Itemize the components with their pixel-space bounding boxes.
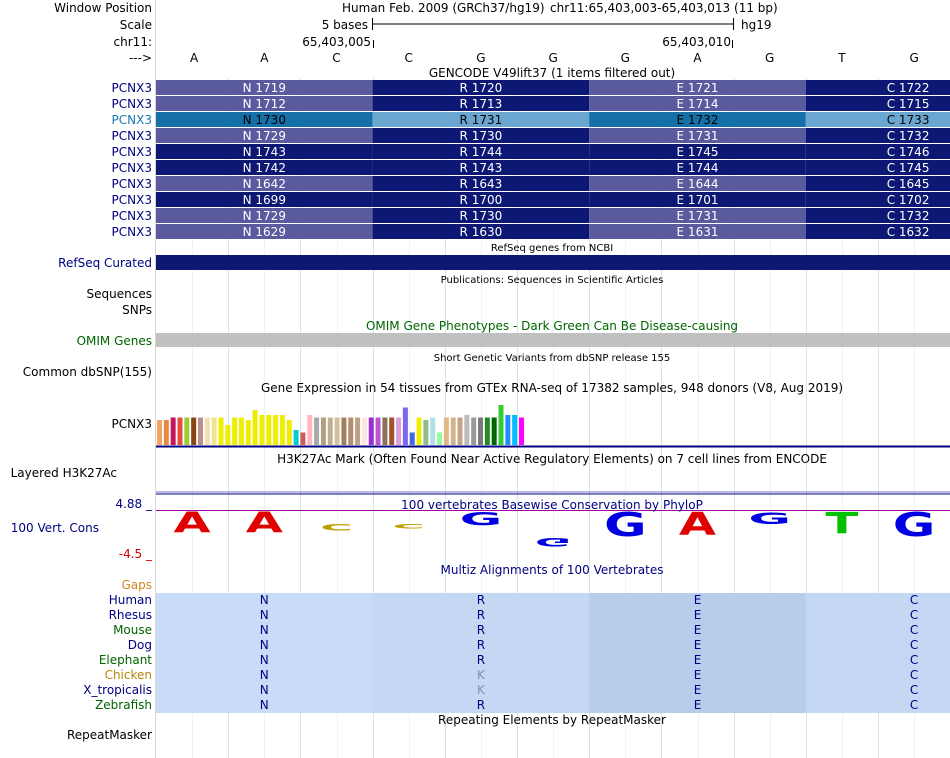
base-letter: G: [476, 51, 486, 65]
gencode-row-label[interactable]: PCNX3: [111, 97, 152, 111]
gencode-codon-label: R 1700: [459, 193, 503, 207]
multiz-amino-acid: C: [909, 653, 919, 667]
phylop-min-label: -4.5 _: [118, 547, 152, 561]
gencode-codon-label: E 1745: [676, 145, 719, 159]
multiz-amino-acid: N: [259, 608, 269, 622]
multiz-amino-acid: E: [693, 608, 702, 622]
sequences-label[interactable]: Sequences: [86, 287, 152, 301]
multiz-amino-acid: N: [259, 668, 269, 682]
gtex-tissue-bar[interactable]: [232, 418, 237, 446]
gtex-title[interactable]: Gene Expression in 54 tissues from GTEx RNA-seq of 17382 samples, 948 donors (V8, Aug 2019): [260, 381, 844, 395]
phylop-base-a: [174, 507, 212, 540]
multiz-amino-acid: R: [476, 638, 486, 652]
phylop-letter-negative: G: [535, 535, 572, 549]
gencode-codon-label: E 1701: [676, 193, 719, 207]
phylop-base-g: [604, 506, 647, 544]
base-letter: G: [909, 51, 919, 65]
multiz-amino-acid: E: [693, 683, 702, 697]
gencode-codon-label: C 1722: [886, 81, 930, 95]
dbsnp-label[interactable]: Common dbSNP(155): [22, 365, 152, 379]
gtex-tissue-bar[interactable]: [164, 420, 169, 445]
multiz-species-label[interactable]: X_tropicalis: [83, 683, 152, 697]
gtex-tissue-bar[interactable]: [307, 415, 312, 445]
gtex-tissue-bar[interactable]: [321, 418, 326, 446]
multiz-species-label[interactable]: Mouse: [113, 623, 152, 637]
phylop-base-c: [320, 522, 352, 532]
phylop-letter: A: [173, 506, 211, 540]
multiz-amino-acid: C: [909, 698, 919, 712]
multiz-amino-acid: R: [476, 593, 486, 607]
gencode-codon-label: E 1732: [676, 113, 719, 127]
gtex-tissue-bar[interactable]: [341, 418, 346, 446]
coord-left: 65,403,005: [302, 35, 371, 49]
refseq-label[interactable]: RefSeq Curated: [58, 256, 152, 270]
gencode-codon-label: C 1745: [886, 161, 930, 175]
gtex-tissue-bar[interactable]: [287, 420, 292, 445]
gencode-codon-label: R 1730: [459, 209, 503, 223]
gencode-codon-label: R 1630: [459, 225, 503, 239]
multiz-amino-acid: C: [909, 623, 919, 637]
multiz-amino-acid: R: [476, 653, 486, 667]
phylop-max-label: 4.88 _: [115, 497, 152, 511]
gtex-tissue-bar[interactable]: [458, 418, 463, 446]
multiz-amino-acid: E: [693, 668, 702, 682]
snps-label[interactable]: SNPs: [122, 303, 152, 317]
multiz-amino-acid: C: [909, 668, 919, 682]
phylop-letter: T: [825, 506, 859, 542]
gencode-codon-label: C 1645: [886, 177, 930, 191]
gencode-codon-label: R 1744: [459, 145, 503, 159]
refseq-bar[interactable]: [156, 255, 950, 270]
gtex-track[interactable]: [157, 405, 524, 445]
gencode-row-label[interactable]: PCNX3: [111, 225, 152, 239]
gencode-codon-label: R 1713: [459, 97, 503, 111]
gencode-codon-label: C 1746: [886, 145, 930, 159]
multiz-amino-acid: K: [476, 683, 485, 697]
multiz-species-label[interactable]: Zebrafish: [95, 698, 152, 712]
gencode-codon-label: C 1702: [886, 193, 930, 207]
gtex-tissue-bar[interactable]: [362, 418, 367, 446]
gencode-row-label[interactable]: PCNX3: [111, 209, 152, 223]
base-letter: G: [620, 51, 630, 65]
gtex-tissue-bar[interactable]: [478, 418, 483, 446]
repeatmasker-label[interactable]: RepeatMasker: [66, 728, 152, 742]
gtex-tissue-bar[interactable]: [218, 418, 223, 446]
base-letter: T: [838, 51, 846, 65]
gtex-tissue-bar[interactable]: [464, 415, 469, 445]
window-position-label: Window Position: [54, 1, 152, 15]
phylop-base-g: [893, 506, 936, 544]
multiz-amino-acid: R: [476, 608, 486, 622]
phylop-letter-negative: C: [320, 521, 353, 532]
phylop-letter: G: [892, 506, 936, 545]
gtex-tissue-bar[interactable]: [294, 430, 299, 445]
db-text: hg19: [741, 18, 772, 32]
gtex-tissue-bar[interactable]: [246, 420, 251, 445]
repeatmasker-title[interactable]: Repeating Elements by RepeatMasker: [438, 713, 666, 727]
gencode-row-label[interactable]: PCNX3: [111, 161, 152, 175]
multiz-species-label[interactable]: Rhesus: [108, 608, 152, 622]
multiz-amino-acid: E: [693, 653, 702, 667]
multiz-amino-acid: N: [259, 638, 269, 652]
multiz-track[interactable]: [156, 593, 950, 713]
gencode-row-label[interactable]: PCNX3: [111, 193, 152, 207]
gtex-tissue-bar[interactable]: [198, 418, 203, 446]
multiz-amino-acid: C: [909, 683, 919, 697]
multiz-species-label[interactable]: Elephant: [98, 653, 152, 667]
omim-label[interactable]: OMIM Genes: [76, 334, 152, 348]
gtex-tissue-bar[interactable]: [157, 420, 162, 445]
gencode-codon-label: C 1632: [886, 225, 930, 239]
gencode-row-label[interactable]: PCNX3: [111, 129, 152, 143]
gtex-tissue-bar[interactable]: [369, 418, 374, 446]
gencode-codon-label: N 1729: [242, 209, 286, 223]
multiz-amino-acid: C: [909, 593, 919, 607]
gtex-tissue-bar[interactable]: [314, 418, 319, 446]
base-letter: G: [765, 51, 775, 65]
gtex-tissue-bar[interactable]: [471, 418, 476, 446]
gencode-codon-label: N 1642: [242, 177, 286, 191]
multiz-amino-acid: E: [693, 623, 702, 637]
h3k27ac-label[interactable]: Layered H3K27Ac: [10, 466, 117, 480]
gtex-tissue-bar[interactable]: [492, 418, 497, 446]
gencode-row-label[interactable]: PCNX3: [111, 113, 152, 127]
multiz-amino-acid: N: [259, 698, 269, 712]
gtex-tissue-bar[interactable]: [382, 418, 387, 446]
gtex-tissue-bar[interactable]: [177, 418, 182, 446]
gtex-tissue-bar[interactable]: [171, 418, 176, 446]
phylop-base-t: [826, 507, 860, 541]
multiz-species-label[interactable]: Chicken: [104, 668, 152, 682]
gencode-codon-label: C 1733: [886, 113, 930, 127]
multiz-title[interactable]: Multiz Alignments of 100 Vertebrates: [440, 563, 664, 577]
gaps-label[interactable]: Gaps: [121, 578, 152, 592]
base-letter: A: [693, 51, 702, 65]
multiz-amino-acid: K: [476, 668, 485, 682]
gencode-codon-label: E 1731: [676, 129, 719, 143]
phylop-base-c: [393, 522, 425, 529]
gtex-tissue-bar[interactable]: [184, 418, 189, 446]
multiz-amino-acid: N: [259, 623, 269, 637]
phylop-base-a: [246, 507, 284, 540]
refseq-title[interactable]: RefSeq genes from NCBI: [490, 243, 614, 254]
gtex-tissue-bar[interactable]: [300, 433, 305, 446]
gtex-tissue-bar[interactable]: [328, 418, 333, 446]
phylop-letter: G: [748, 509, 792, 529]
gencode-codon-label: N 1699: [242, 193, 286, 207]
gencode-row-label[interactable]: PCNX3: [111, 177, 152, 191]
gtex-gene-label[interactable]: PCNX3: [111, 417, 152, 431]
scale-text: 5 bases: [321, 18, 368, 32]
gtex-tissue-bar[interactable]: [417, 418, 422, 446]
gtex-tissue-bar[interactable]: [266, 415, 271, 445]
gencode-codon-label: E 1714: [676, 97, 719, 111]
gtex-tissue-bar[interactable]: [205, 418, 210, 446]
gencode-codon-label: N 1730: [242, 113, 286, 127]
multiz-species-label[interactable]: Dog: [127, 638, 152, 652]
multiz-amino-acid: N: [259, 593, 269, 607]
gencode-codon-label: N 1712: [242, 97, 286, 111]
coord-right: 65,403,010: [662, 35, 731, 49]
gencode-codon-label: N 1729: [242, 129, 286, 143]
scale-label: Scale: [119, 18, 152, 32]
gencode-row-label[interactable]: PCNX3: [111, 81, 152, 95]
gencode-codon-label: N 1629: [242, 225, 286, 239]
multiz-amino-acid: R: [476, 698, 486, 712]
gencode-codon-label: N 1743: [242, 145, 286, 159]
multiz-amino-acid: N: [259, 683, 269, 697]
gencode-codon-label: C 1732: [886, 129, 930, 143]
strand-arrow-label: --->: [128, 51, 152, 65]
gtex-tissue-bar[interactable]: [355, 418, 360, 446]
base-letter: C: [404, 51, 413, 65]
phylop-letter: A: [245, 506, 283, 540]
omim-bar[interactable]: [156, 333, 950, 347]
gencode-codon-label: C 1732: [886, 209, 930, 223]
gencode-codon-label: E 1721: [676, 81, 719, 95]
multiz-amino-acid: R: [476, 623, 486, 637]
gencode-codon-label: R 1730: [459, 129, 503, 143]
gtex-tissue-bar[interactable]: [396, 418, 401, 446]
gtex-tissue-bar[interactable]: [437, 433, 442, 446]
gtex-tissue-bar[interactable]: [403, 408, 408, 446]
gtex-tissue-bar[interactable]: [348, 418, 353, 446]
multiz-species-label[interactable]: Human: [108, 593, 152, 607]
position-text[interactable]: chr11:65,403,003-65,403,013 (11 bp): [550, 1, 778, 15]
gtex-tissue-bar[interactable]: [423, 420, 428, 445]
phylop-letter: G: [603, 506, 647, 545]
phylop-base-g: [535, 535, 571, 548]
gtex-tissue-bar[interactable]: [485, 418, 490, 446]
gencode-codon-label: R 1643: [459, 177, 503, 191]
gtex-tissue-bar[interactable]: [444, 418, 449, 446]
phylop-letter-negative: C: [392, 522, 425, 530]
dbsnp-title[interactable]: Short Genetic Variants from dbSNP release 155: [433, 353, 671, 364]
h3k27ac-title[interactable]: H3K27Ac Mark (Often Found Near Active Regulatory Elements) on 7 cell lines from ENCODE: [277, 452, 827, 466]
gencode-codon-label: N 1742: [242, 161, 286, 175]
multiz-amino-acid: N: [259, 653, 269, 667]
gencode-codon-label: R 1731: [459, 113, 503, 127]
gtex-tissue-bar[interactable]: [253, 410, 258, 445]
gtex-tissue-bar[interactable]: [410, 433, 415, 446]
base-letter: A: [189, 51, 199, 65]
gencode-title[interactable]: GENCODE V49lift37 (1 items filtered out): [428, 66, 676, 80]
base-letter: G: [548, 51, 558, 65]
multiz-amino-acid: C: [909, 638, 919, 652]
gtex-tissue-bar[interactable]: [212, 418, 217, 446]
gtex-tissue-bar[interactable]: [239, 418, 244, 446]
gencode-codon-label: R 1720: [459, 81, 503, 95]
multiz-amino-acid: C: [909, 608, 919, 622]
gtex-tissue-bar[interactable]: [451, 418, 456, 446]
multiz-amino-acid: E: [693, 593, 702, 607]
gencode-codon-label: N 1719: [242, 81, 286, 95]
gencode-codon-label: E 1731: [676, 209, 719, 223]
gtex-tissue-bar[interactable]: [280, 415, 285, 445]
base-letter: A: [260, 51, 269, 65]
gtex-tissue-bar[interactable]: [505, 415, 510, 445]
gtex-tissue-bar[interactable]: [430, 418, 435, 446]
gtex-tissue-bar[interactable]: [259, 415, 264, 445]
assembly-text: Human Feb. 2009 (GRCh37/hg19): [342, 1, 545, 15]
gencode-codon-label: E 1644: [676, 177, 719, 191]
phylop-base-g: [748, 509, 791, 528]
phylop-title[interactable]: 100 vertebrates Basewise Conservation by PhyloP: [401, 498, 703, 512]
gtex-tissue-bar[interactable]: [273, 415, 278, 445]
multiz-amino-acid: E: [693, 638, 702, 652]
gencode-codon-label: R 1743: [459, 161, 503, 175]
gtex-tissue-bar[interactable]: [376, 418, 381, 446]
phylop-label[interactable]: 100 Vert. Cons: [10, 521, 99, 535]
gencode-row-label[interactable]: PCNX3: [111, 145, 152, 159]
gtex-tissue-bar[interactable]: [389, 418, 394, 446]
gtex-tissue-bar[interactable]: [499, 405, 504, 445]
gtex-tissue-bar[interactable]: [512, 415, 517, 445]
chrom-label: chr11:: [113, 35, 152, 49]
phylop-letter: G: [459, 508, 503, 530]
gtex-tissue-bar[interactable]: [519, 418, 524, 446]
gencode-codon-label: E 1631: [676, 225, 719, 239]
multiz-codon-shade: [806, 593, 950, 713]
gencode-codon-label: E 1744: [676, 161, 719, 175]
gencode-codon-label: C 1715: [886, 97, 930, 111]
phylop-letter: A: [678, 505, 717, 543]
gtex-tissue-bar[interactable]: [335, 418, 340, 446]
publications-title[interactable]: Publications: Sequences in Scientific Articles: [440, 275, 664, 286]
omim-title[interactable]: OMIM Gene Phenotypes - Dark Green Can Be Disease-causing: [365, 319, 739, 333]
gtex-tissue-bar[interactable]: [191, 418, 196, 446]
gtex-tissue-bar[interactable]: [225, 425, 230, 445]
base-letter: C: [332, 51, 341, 65]
multiz-amino-acid: E: [693, 698, 702, 712]
